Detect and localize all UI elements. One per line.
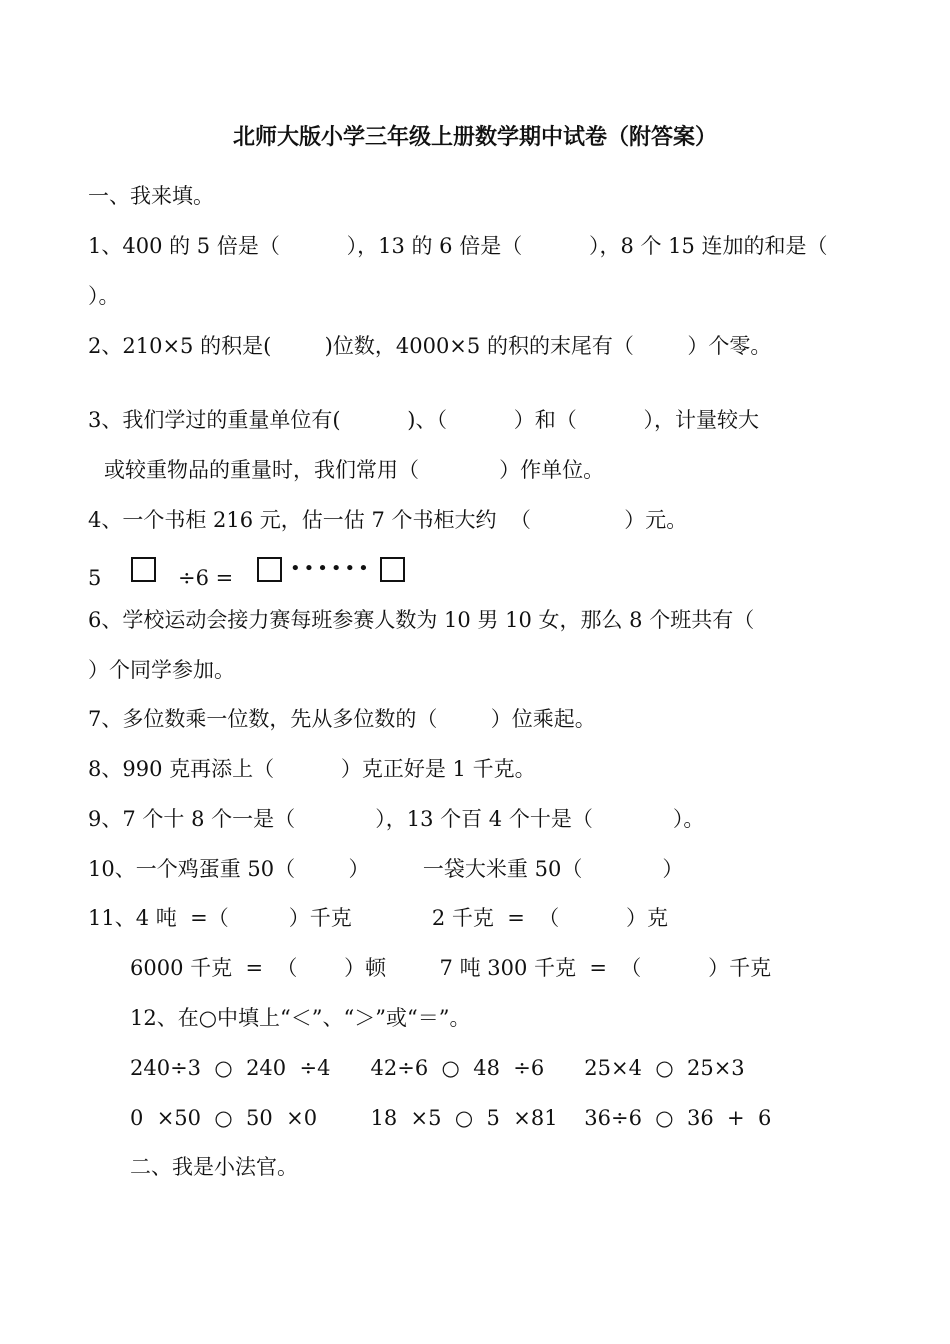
question-12-row-1: 240÷3 ○ 240 ÷4 42÷6 ○ 48 ÷6 25×4 ○ 25×3 xyxy=(130,1056,745,1080)
section-heading-fill: 一、我来填。 xyxy=(88,184,214,208)
remainder-dots: •••••• xyxy=(290,558,372,579)
question-6-continued: ）个同学参加。 xyxy=(88,658,235,682)
question-12-row-2: 0 ×50 ○ 50 ×0 18 ×5 ○ 5 ×81 36÷6 ○ 36 + 6 xyxy=(130,1106,772,1130)
question-3: 3、我们学过的重量单位有( )、（ ）和（ ），计量较大 xyxy=(88,408,760,432)
question-7: 7、多位数乘一位数，先从多位数的（ ）位乘起。 xyxy=(88,707,596,731)
question-6: 6、学校运动会接力赛每班参赛人数为 10 男 10 女，那么 8 个班共有（ xyxy=(88,608,755,632)
question-8: 8、990 克再添上（ ）克正好是 1 千克。 xyxy=(88,757,536,781)
answer-box[interactable] xyxy=(257,557,282,582)
question-12: 12、在○中填上“＜”、“＞”或“＝”。 xyxy=(130,1006,471,1030)
answer-box[interactable] xyxy=(380,557,405,582)
question-10: 10、一个鸡蛋重 50（ ） 一袋大米重 50（ ） xyxy=(88,857,684,881)
question-5-number: 5 xyxy=(88,566,102,590)
question-11-continued: 6000 千克 = （ ）顿 7 吨 300 千克 = （ ）千克 xyxy=(130,956,772,980)
question-9: 9、7 个十 8 个一是（ ），13 个百 4 个十是（ ）。 xyxy=(88,807,705,831)
question-4: 4、一个书柜 216 元，估一估 7 个书柜大约 （ ）元。 xyxy=(88,508,688,532)
question-2: 2、210×5 的积是( )位数，4000×5 的积的末尾有（ ）个零。 xyxy=(88,334,772,358)
section-heading-judge: 二、我是小法官。 xyxy=(130,1155,298,1179)
question-3-continued: 或较重物品的重量时，我们常用（ ）作单位。 xyxy=(104,458,605,482)
question-5-operator: ÷6 = xyxy=(178,566,234,590)
question-11: 11、4 吨 =（ ）千克 2 千克 = （ ）克 xyxy=(88,906,668,930)
question-1-continued: ）。 xyxy=(88,284,120,308)
answer-box[interactable] xyxy=(131,557,156,582)
question-1: 1、400 的 5 倍是（ ），13 的 6 倍是（ ），8 个 15 连加的和是（ xyxy=(88,234,828,258)
page-title: 北师大版小学三年级上册数学期中试卷（附答案） xyxy=(232,125,717,150)
